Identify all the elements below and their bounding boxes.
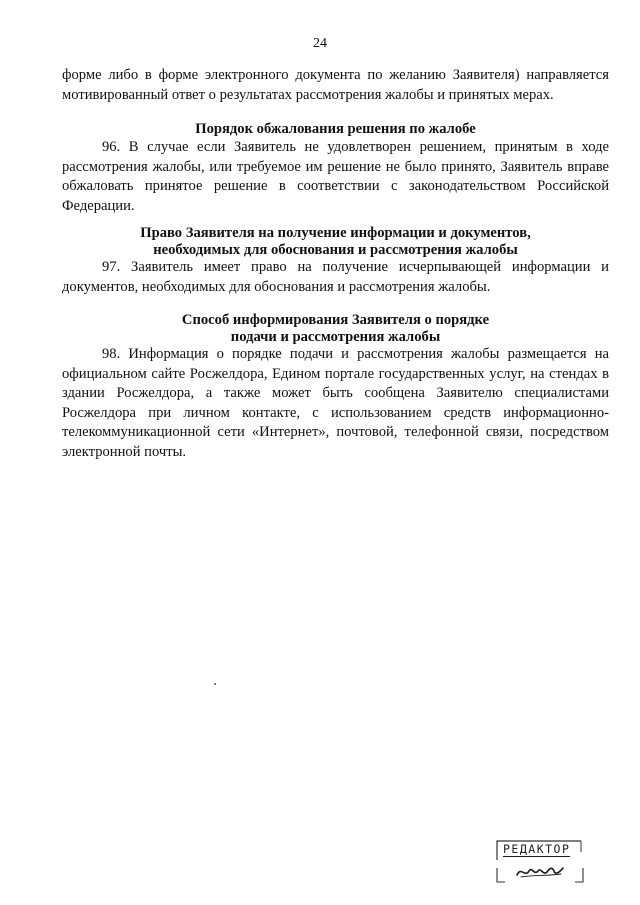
paragraph-97: 97. Заявитель имеет право на получение исчерпывающей информации и документов, необходимых для обоснования и рассмотрения жалобы. <box>62 259 609 295</box>
section-heading-informing-method <box>62 312 609 345</box>
heading-line: подачи и рассмотрения жалобы <box>230 328 441 345</box>
page-number: 24 <box>313 36 327 51</box>
heading-line: Право Заявителя на получение информации и документов, <box>140 225 531 241</box>
paragraph-98: 98. Информация о порядке подачи и рассмотрения жалобы размещается на официальном сайте Росжелдора, Едином портале государственных услуг, на стендах в здании Росжелдора, а также может быть сообщена Заявителю специалистами Росжелдора при личном контакте, с использованием средств информационно-телекоммуникационной сети «Интернет», почтовой, телефонной связи, посредством электронной почты. <box>62 346 609 460</box>
section-heading-right-to-information <box>62 225 609 258</box>
paragraph-96: 96. В случае если Заявитель не удовлетворен решением, принятым в ходе рассмотрения жалобы, или требуемое им решение не было принято, Заявитель вправе обжаловать принятое решение в соответствии с законодательством Российской Федерации. <box>62 139 609 214</box>
scan-speck <box>214 683 216 685</box>
heading-line: Порядок обжалования решения по жалобе <box>195 121 476 137</box>
section-heading-appeal-procedure <box>62 121 609 138</box>
heading-line: необходимых для обоснования и рассмотрения жалобы <box>153 241 518 258</box>
intro-paragraph: форме либо в форме электронного документа по желанию Заявителя) направляется мотивированный ответ о результатах рассмотрения жалобы и принятых мерах. <box>62 67 609 103</box>
heading-line: Способ информирования Заявителя о порядке <box>181 312 490 328</box>
editor-stamp <box>491 838 587 886</box>
stamp-label: РЕДАКТОР <box>503 842 571 856</box>
